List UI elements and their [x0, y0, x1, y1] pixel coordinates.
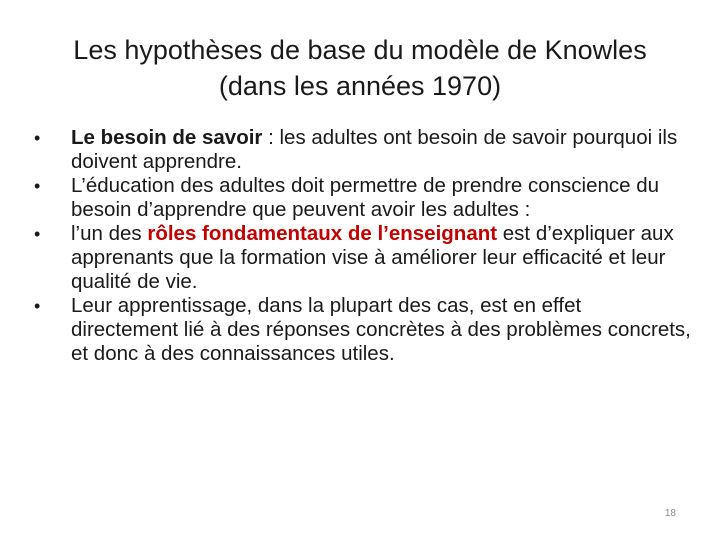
bullet-item-learning: [32, 294, 692, 366]
slide-title-line-2: (dans les années 1970): [218, 71, 502, 101]
bullet-list: [32, 126, 692, 366]
bullet-icon: •: [34, 128, 41, 148]
slide-title: [40, 32, 680, 104]
page-number: 18: [664, 508, 676, 519]
bullet-text: Leur apprentissage, dans la plupart des cas, est en effet directement lié à des réponses concrètes à des problèmes concrets, et donc à des connaissances utiles.: [71, 294, 691, 365]
slide-title-line-1: Les hypothèses de base du modèle de Knowles: [73, 35, 647, 65]
bullet-text-after: est d’expliquer aux apprenants que la formation vise à améliorer leur efficacité et leur qualité de vie.: [71, 222, 674, 293]
bullet-icon: •: [34, 296, 41, 316]
bullet-bold-lead: Le besoin de savoir: [71, 126, 263, 149]
bullet-item-teacher-role: [32, 222, 692, 294]
bullet-item-adult-education: [32, 174, 692, 222]
bullet-text: L’éducation des adultes doit permettre de prendre conscience du besoin d’apprendre que peuvent avoir les adultes :: [71, 174, 660, 221]
bullet-item-need-to-know: [32, 126, 692, 174]
bullet-icon: •: [34, 224, 41, 244]
bullet-icon: •: [34, 176, 41, 196]
highlighted-phrase: rôles fondamentaux de l’enseignant: [147, 222, 498, 245]
bullet-text-before: l’un des: [71, 222, 148, 245]
bullet-text: : les adultes ont besoin de savoir pourquoi ils doivent apprendre.: [71, 126, 678, 173]
